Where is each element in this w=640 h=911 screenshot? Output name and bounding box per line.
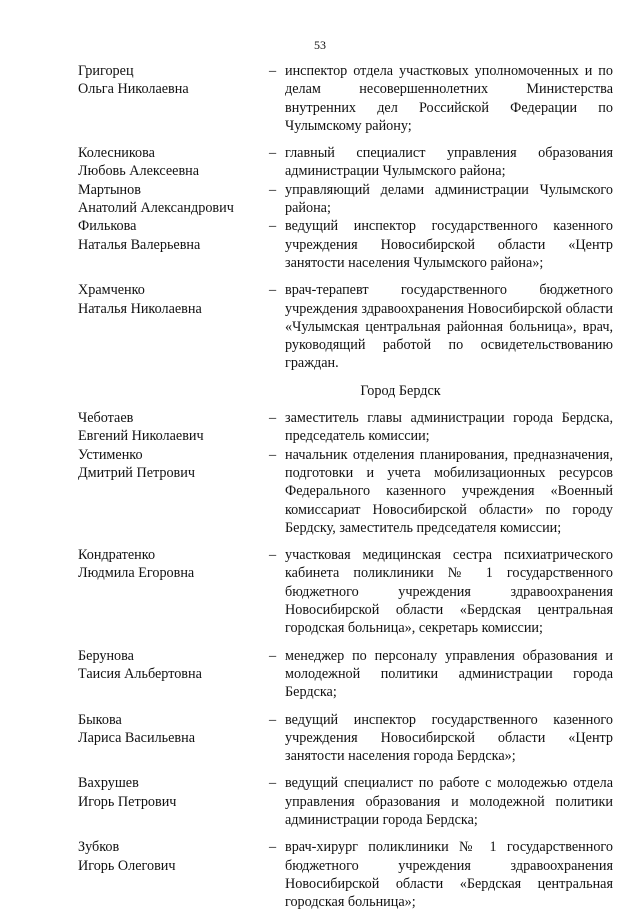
list-item: [78, 647, 613, 702]
member-role: врач-хирург поликлиники № 1 государственного бюджетного учреждения здравоохранения Новосибирской области «Бердская центральная городская больница»;: [285, 839, 613, 911]
list-item: [78, 546, 613, 637]
member-role: управляющий делами администрации Чулымского района;: [285, 181, 613, 217]
member-name: Быкова Лариса Васильевна: [78, 711, 196, 746]
member-role: инспектор отдела участковых уполномоченных и по делам несовершеннолетних Министерства внутренних дел Российской Федерации по Чулымскому району;: [285, 63, 613, 134]
dash: –: [268, 181, 277, 198]
dash: –: [268, 63, 277, 79]
member-name: Филькова Наталья Валерьевна: [78, 218, 201, 253]
dash: –: [268, 547, 277, 564]
list-item: [78, 446, 613, 537]
member-role: менеджер по персоналу управления образования и молодежной политики администрации города Бердска;: [285, 647, 613, 701]
list-item: [78, 409, 613, 446]
member-role: ведущий инспектор государственного казенного учреждения Новосибирской области «Центр занятости населения города Бердска»;: [285, 711, 613, 765]
commission-list: [78, 62, 613, 911]
member-name: Григорец Ольга Николаевна: [78, 63, 189, 98]
member-name: Устименко Дмитрий Петрович: [78, 446, 195, 481]
dash: –: [268, 282, 277, 299]
member-name: Кондратенко Людмила Егоровна: [78, 547, 195, 582]
dash: –: [268, 775, 277, 792]
member-name: Колесникова Любовь Алексеевна: [78, 145, 200, 180]
list-item: [78, 217, 613, 272]
dash: –: [268, 410, 277, 427]
dash: –: [268, 446, 277, 463]
member-name: Храмченко Наталья Николаевна: [78, 282, 202, 317]
member-name: Берунова Таисия Альбертовна: [78, 647, 202, 682]
section-title: Город Бердск: [360, 382, 441, 399]
list-item: [78, 838, 613, 911]
member-role: ведущий специалист по работе с молодежью отдела управления образования и молодежной политики администрации города Бердска;: [285, 775, 613, 828]
list-item: [78, 711, 613, 766]
list-item: [78, 144, 613, 181]
dash: –: [268, 218, 277, 235]
member-role: заместитель главы администрации города Бердска, председатель комиссии;: [285, 410, 613, 445]
member-name: Чеботаев Евгений Николаевич: [78, 410, 204, 445]
member-role: участковая медицинская сестра психиатрического кабинета поликлиники № 1 государственного бюджетного учреждения здравоохранения Новосибирской области «Бердская центральная городская больница», секретарь комиссии;: [285, 547, 613, 637]
dash: –: [268, 839, 277, 856]
list-item: [78, 281, 613, 372]
page-number: 53: [314, 38, 326, 52]
member-role: ведущий инспектор государственного казенного учреждения Новосибирской области «Центр занятости населения Чулымского района»;: [285, 218, 613, 271]
member-role: главный специалист управления образования администрации Чулымского района;: [285, 145, 613, 180]
member-role: врач-терапевт государственного бюджетного учреждения здравоохранения Новосибирской области «Чулымская центральная районная больница», врач, руководящий работой по освидетельствованию граждан.: [285, 282, 613, 372]
dash: –: [268, 145, 277, 162]
list-item: [78, 774, 613, 829]
member-name: Вахрушев Игорь Петрович: [78, 775, 177, 810]
dash: –: [268, 711, 277, 728]
list-item: [78, 181, 613, 218]
member-role: начальник отделения планирования, предназначения, подготовки и учета мобилизационных ресурсов Федерального казенного учреждения «Военный комиссариат Новосибирской области» по городу Бердску, заместитель председателя комиссии;: [285, 446, 613, 536]
dash: –: [268, 647, 277, 664]
member-name: Мартынов Анатолий Александрович: [78, 181, 234, 217]
member-name: Зубков Игорь Олегович: [78, 839, 176, 874]
list-item: [78, 62, 613, 135]
